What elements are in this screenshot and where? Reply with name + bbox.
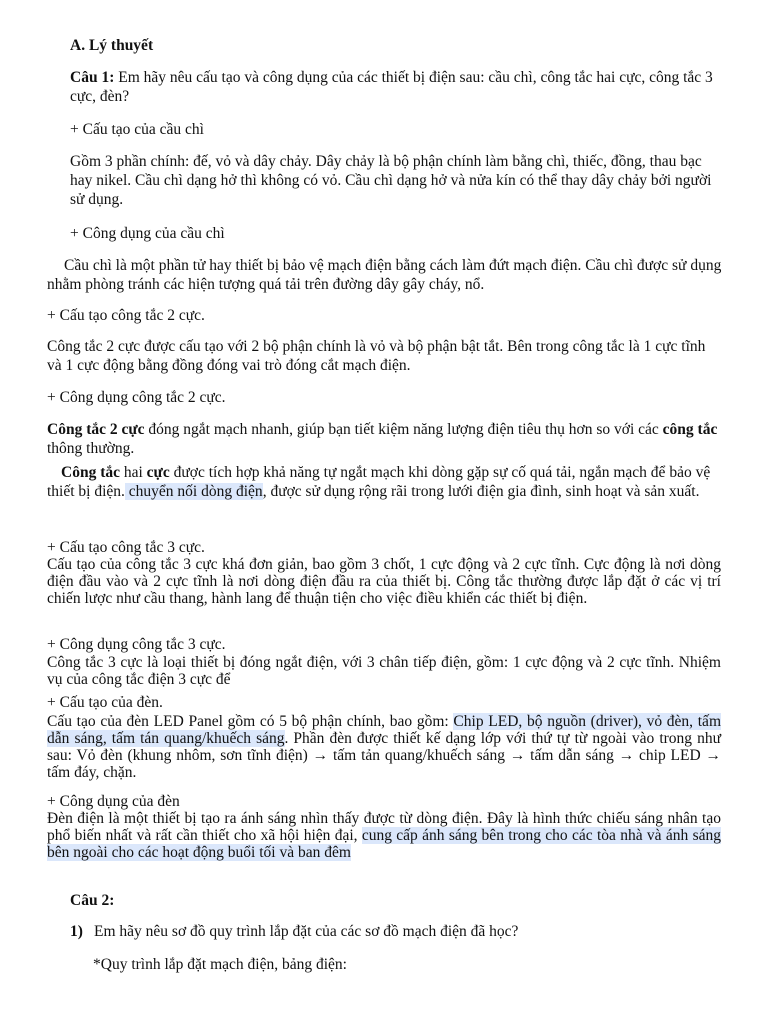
- item-number: 1): [70, 923, 83, 940]
- fuse-structure-heading: + Cấu tạo của cầu chì: [70, 121, 204, 138]
- switch2-structure-text: Công tắc 2 cực được cấu tạo với 2 bộ phận chính là vỏ và bộ phận bật tắt. Bên trong công tắc là 1 cực tĩnh và 1 cực động bằng đồng đóng vai trò đóng cắt mạch điện.: [47, 338, 706, 374]
- fuse-structure-text: Gồm 3 phần chính: đế, vỏ và dây chảy. Dây chảy là bộ phận chính làm bằng chì, thiếc, đồng, thau bạc hay nikel. Cầu chì dạng hở thì không có vỏ. Cầu chì dạng hở và nửa kín có thể thay dây chảy bởi người sử dụng.: [70, 153, 712, 208]
- highlight: cung cấp ánh sáng bên trong cho các tòa nhà và ánh sáng bên ngoài cho các hoạt động buổi tối và ban đêm: [47, 827, 721, 861]
- highlight: Chip LED, bộ nguồn (driver), vỏ đèn, tấm dẫn sáng, tấm tán quang/khuếch sáng: [47, 713, 721, 747]
- question-1: [70, 68, 720, 106]
- question-label: Câu 1:: [70, 69, 115, 86]
- switch2-usage-heading: + Công dụng công tắc 2 cực.: [47, 389, 226, 406]
- question-2-item: [70, 922, 518, 941]
- lamp-usage-text: Đèn điện là một thiết bị tạo ra ánh sáng nhìn thấy được từ dòng điện. Đây là hình thức chiếu sáng nhân tạo phổ biến nhất và rất cần thiết cho xã hội hiện đại, cung cấp ánh sáng bên trong cho các tòa nhà và ánh sáng bên ngoài cho các hoạt động buổi tối và ban đêm: [47, 810, 721, 861]
- fuse-usage-heading: + Công dụng của cầu chì: [70, 225, 225, 242]
- lamp-structure-text: Cấu tạo của đèn LED Panel gồm có 5 bộ phận chính, bao gồm: Chip LED, bộ nguồn (driver), vỏ đèn, tấm dẫn sáng, tấm tán quang/khuếch sáng. Phần đèn được thiết kế dạng lớp với thứ tự từ ngoài vào trong như sau: Vỏ đèn (khung nhôm, sơn tĩnh điện) → tấm tản quang/khuếch sáng → tấm dẫn sáng → chip LED → tấm đáy, chặn.: [47, 713, 721, 781]
- question-text: Em hãy nêu cấu tạo và công dụng của các thiết bị điện sau: cầu chì, công tắc hai cực, công tắc 3 cực, đèn?: [70, 69, 713, 105]
- switch3-structure-text: Cấu tạo của công tắc 3 cực khá đơn giản, bao gồm 3 chốt, 1 cực động và 2 cực tĩnh. Cực động là nơi dòng điện đầu vào và 2 cực tĩnh là nơi dòng điện đầu ra của thiết bị. Công tắc thường được lắp đặt ở các vị trí chiến lược như cầu thang, hành lang để thuận tiện cho việc điều khiển các thiết bị điện.: [47, 556, 721, 607]
- switch3-usage-text: Công tắc 3 cực là loại thiết bị đóng ngắt điện, với 3 chân tiếp điện, gồm: 1 cực động và 2 cực tĩnh. Nhiệm vụ của công tắc điện 3 cực để: [47, 654, 721, 688]
- lamp-structure-heading: + Cấu tạo của đèn.: [47, 694, 163, 711]
- switch2-usage-para2: Công tắc hai cực được tích hợp khả năng tự ngắt mạch khi dòng gặp sự cố quá tải, ngắn mạch để bảo vệ thiết bị điện. chuyển nối dòng điện, được sử dụng rộng rãi trong lưới điện gia đình, sinh hoạt và sản xuất.: [47, 464, 711, 500]
- switch3-usage-heading: + Công dụng công tắc 3 cực.: [47, 636, 226, 653]
- fuse-usage-text: Cầu chì là một phần tử hay thiết bị bảo vệ mạch điện bằng cách làm đứt mạch điện. Cầu chì được sử dụng nhằm phòng tránh các hiện tượng quá tải trên đường dây gây cháy, nổ.: [47, 257, 722, 293]
- highlight: chuyển nối dòng điện: [124, 483, 263, 500]
- question-2-sub: *Quy trình lắp đặt mạch điện, bảng điện:: [93, 956, 347, 973]
- question-2-label: Câu 2:: [70, 892, 115, 909]
- lamp-usage-heading: + Công dụng của đèn: [47, 793, 180, 810]
- item-text: Em hãy nêu sơ đồ quy trình lắp đặt của các sơ đồ mạch điện đã học?: [94, 923, 519, 940]
- switch2-usage-para1: Công tắc 2 cực đóng ngắt mạch nhanh, giúp bạn tiết kiệm năng lượng điện tiêu thụ hơn so với các công tắc thông thường.: [47, 421, 718, 457]
- section-heading: A. Lý thuyết: [70, 37, 154, 54]
- switch2-structure-heading: + Cấu tạo công tắc 2 cực.: [47, 307, 205, 324]
- switch3-structure-heading: + Cấu tạo công tắc 3 cực.: [47, 539, 205, 556]
